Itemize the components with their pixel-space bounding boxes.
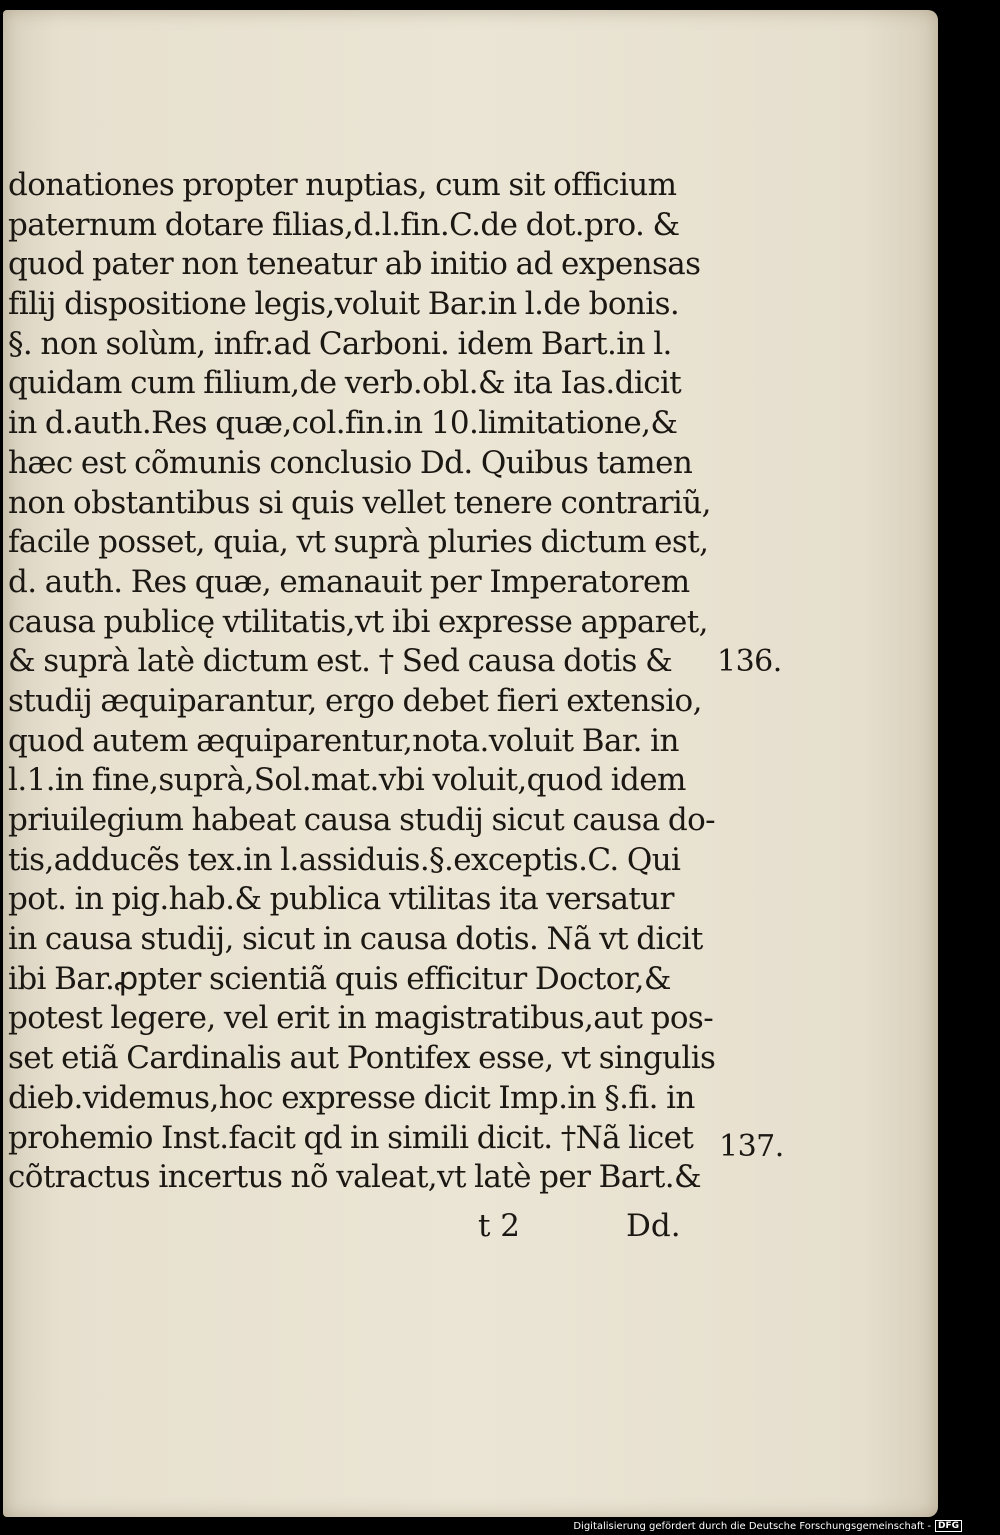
margin-note-137: 137. [719,1129,784,1164]
text-line: quod pater non teneatur ab initio ad expensas [8,246,701,283]
book-page [3,10,938,1517]
text-line: pot. in pig.hab.& publica vtilitas ita versatur [8,881,674,918]
text-line: non obstantibus si quis vellet tenere contrariũ, [8,484,711,521]
text-line: in d.auth.Res quæ,col.fin.in 10.limitatione,& [8,405,678,442]
text-line: in causa studij, sicut in causa dotis. Nã vt dicit [8,921,703,958]
text-line: facile posset, quia, vt suprà pluries dictum est, [8,524,709,561]
text-line: paternum dotare filias,d.l.fin.C.de dot.pro. & [8,206,680,243]
body-text [8,166,716,1198]
text-line: potest legere, vel erit in magistratibus,aut pos- [8,1000,714,1037]
text-line: d. auth. Res quæ, emanauit per Imperatorem [8,563,690,600]
page-footer-line [3,1208,703,1248]
digitization-credit [573,1519,962,1533]
text-line: causa publicę vtilitatis,vt ibi expresse apparet, [8,603,708,640]
text-line: cõtractus incertus nõ valeat,vt latè per Bart.& [8,1159,701,1196]
text-line: hæc est cõmunis conclusio Dd. Quibus tamen [8,444,693,481]
text-line: set etiã Cardinalis aut Pontifex esse, vt singulis [8,1040,716,1077]
text-line: quod autem æquiparentur,nota.voluit Bar. in [8,722,679,759]
text-line: ibi Bar.ꝓpter scientiã quis efficitur Doctor,& [8,960,671,997]
text-line: studij æquiparantur, ergo debet fieri extensio, [8,682,702,719]
margin-note-136: 136. [717,644,782,679]
credit-text: Digitalisierung gefördert durch die Deutsche Forschungsgemeinschaft - [573,1520,931,1532]
text-line: quidam cum filium,de verb.obl.& ita Ias.dicit [8,365,682,402]
text-line: tis,adducẽs tex.in l.assiduis.§.exceptis.C. Qui [8,841,681,878]
text-line: donationes propter nuptias, cum sit officium [8,167,677,203]
dfg-logo: DFG [935,1520,962,1532]
text-line: prohemio Inst.facit qd in simili dicit. †Nã licet [8,1119,694,1156]
text-line: dieb.videmus,hoc expresse dicit Imp.in §.fi. in [8,1079,695,1116]
text-line: priuilegium habeat causa studij sicut causa do- [8,802,716,838]
text-line: l.1.in fine,suprà,Sol.mat.vbi voluit,quod idem [8,762,686,799]
text-line: filij dispositione legis,voluit Bar.in l.de bonis. [8,286,680,323]
signature-mark: t 2 [478,1208,521,1244]
text-line: §. non solùm, infr.ad Carboni. idem Bart.in l. [8,325,672,362]
text-line: & suprà latè dictum est. † Sed causa dotis & [8,643,673,680]
catchword: Dd. [626,1208,681,1244]
